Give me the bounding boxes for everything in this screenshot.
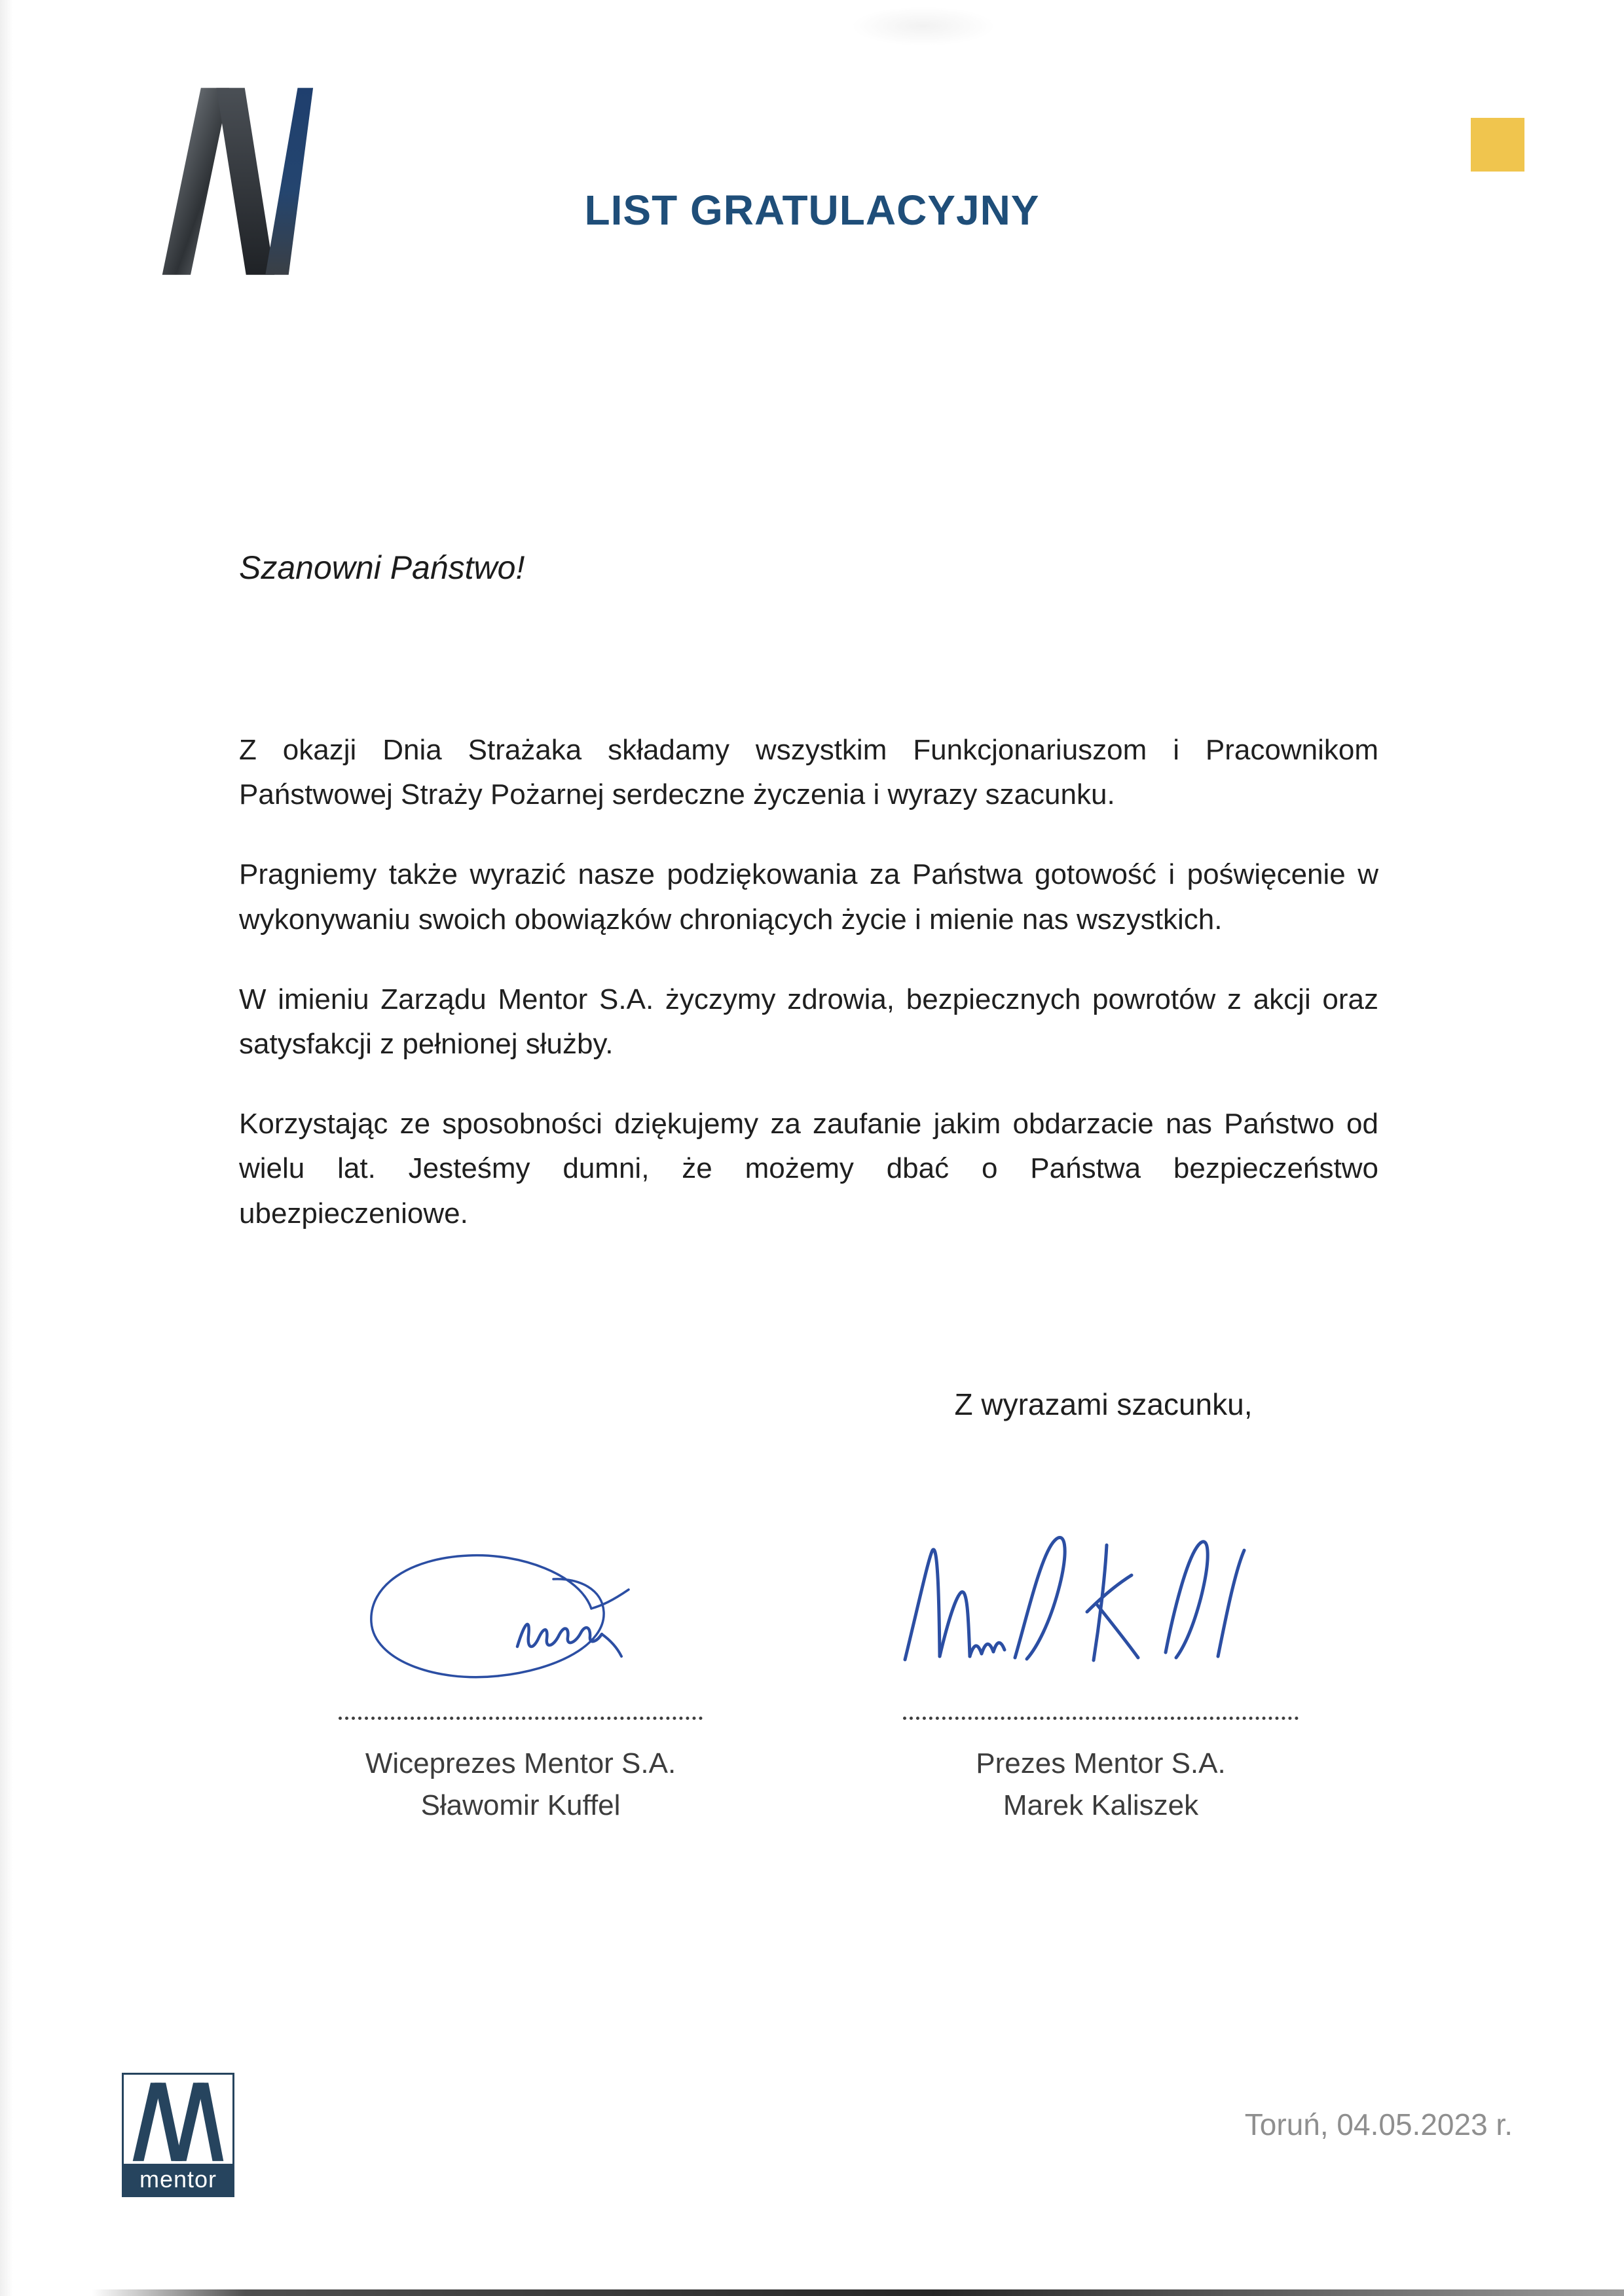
signature-dotted-line xyxy=(339,1717,703,1720)
signature-dotted-line xyxy=(903,1717,1299,1720)
signature-role: Wiceprezes Mentor S.A. xyxy=(365,1747,676,1779)
signature-name: Sławomir Kuffel xyxy=(420,1789,621,1821)
scan-smudge-artifact xyxy=(851,7,995,46)
signature-caption-wiceprezes xyxy=(339,1743,703,1827)
mentor-footer-logo xyxy=(122,2073,234,2197)
signature-caption-prezes xyxy=(903,1743,1299,1827)
body-paragraph: W imieniu Zarządu Mentor S.A. życzymy zdrowia, bezpiecznych powrotów z akcji oraz satysfakcji z pełnionej służby. xyxy=(239,983,1378,1060)
scan-edge-artifact xyxy=(0,0,13,2296)
salutation: Szanowni Państwo! xyxy=(239,549,525,586)
body-paragraph: Z okazji Dnia Strażaka składamy wszystkim Funkcjonariuszom i Pracownikom Państwowej Straży Pożarnej serdeczne życzenia i wyrazy szacunku. xyxy=(239,734,1378,811)
signature-role: Prezes Mentor S.A. xyxy=(976,1747,1226,1779)
yellow-accent-square xyxy=(1471,118,1524,172)
scan-bottom-edge-artifact xyxy=(92,2289,1624,2296)
body-paragraph: Pragniemy także wyrazić nasze podziękowania za Państwa gotowość i poświęcenie w wykonywaniu swoich obowiązków chroniących życie i mienie nas wszystkich. xyxy=(239,858,1378,936)
signature-name: Marek Kaliszek xyxy=(1003,1789,1199,1821)
closing-line: Z wyrazami szacunku, xyxy=(954,1387,1253,1421)
mentor-m-icon xyxy=(124,2075,232,2164)
signature-ink-prezes xyxy=(891,1519,1283,1702)
letter-body xyxy=(239,728,1378,1271)
page-title: LIST GRATULACYJNY xyxy=(584,187,1040,234)
body-paragraph: Korzystając ze sposobności dziękujemy za zaufanie jakim obdarzacie nas Państwo od wielu lat. Jesteśmy dumni, że możemy dbać o Państwa bezpieczeństwo ubezpieczeniowe. xyxy=(239,1108,1378,1230)
mentor-wordmark: mentor xyxy=(124,2164,232,2195)
mentor-collage-logo-icon xyxy=(151,84,318,278)
place-and-date: Toruń, 04.05.2023 r. xyxy=(1244,2107,1513,2141)
signature-ink-wiceprezes xyxy=(331,1512,704,1709)
